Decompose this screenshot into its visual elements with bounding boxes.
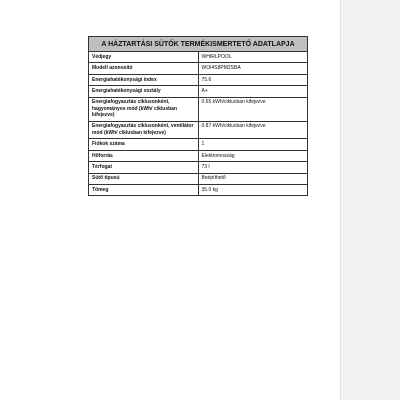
row-label-weight: Tömeg (89, 185, 199, 196)
page-margin-background (340, 0, 400, 400)
table-row (89, 139, 308, 150)
row-value-model: WOI4S8PM2SBA (198, 63, 308, 74)
row-value-trademark: WHIRLPOOL (198, 52, 308, 63)
row-label-efficiency-index: Energiahatékonysági index (89, 74, 199, 85)
row-value-heat-source: Elektromosság (198, 150, 308, 161)
row-label-model: Modell azonosító (89, 63, 199, 74)
table-header-row (89, 37, 308, 52)
table-row (89, 74, 308, 85)
product-fiche-table (88, 36, 308, 196)
row-label-heat-source: Hőforrás (89, 150, 199, 161)
row-label-energy-conventional: Energiafogyasztás ciklusonként, hagyományos mód (kWh/ ciklusban kifejezve) (89, 97, 199, 121)
table-row (89, 185, 308, 196)
row-value-volume: 73 l (198, 162, 308, 173)
table-row (89, 86, 308, 97)
row-value-cavities: 1 (198, 139, 308, 150)
row-value-efficiency-index: 75.6 (198, 74, 308, 85)
table-row (89, 173, 308, 184)
row-value-weight: 35.0 kg (198, 185, 308, 196)
row-label-trademark: Védjegy (89, 52, 199, 63)
table-row (89, 162, 308, 173)
table-row (89, 121, 308, 139)
row-value-oven-type: Beépíthető (198, 173, 308, 184)
row-label-efficiency-class: Energiahatékonysági osztály (89, 86, 199, 97)
row-value-efficiency-class: A+ (198, 86, 308, 97)
row-value-energy-conventional: 0.65 kWh/ciklusban kifejezve (198, 97, 308, 121)
fiche-title: A HÁZTARTÁSI SÜTŐK TERMÉKISMERTETŐ ADATLAPJA (89, 37, 308, 52)
table-row (89, 52, 308, 63)
row-label-volume: Térfogat (89, 162, 199, 173)
row-value-energy-fan: 0.87 kWh/ciklusban kifejezve (198, 121, 308, 139)
row-label-oven-type: Sütő típusú (89, 173, 199, 184)
row-label-energy-fan: Energiafogyasztás ciklusonként, ventilátor mód (kWh/ ciklusban kifejezve) (89, 121, 199, 139)
table-row (89, 63, 308, 74)
table-row (89, 150, 308, 161)
table-row (89, 97, 308, 121)
row-label-cavities: Fiókok száma (89, 139, 199, 150)
